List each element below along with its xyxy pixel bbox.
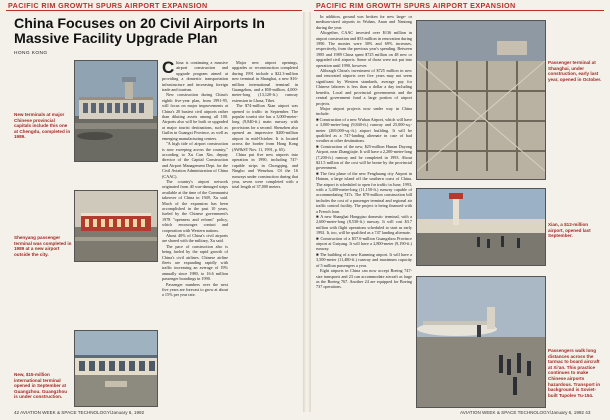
bullet-item: ■ The building of a new Kunming airport. It will have a 3,500-meter (11,480-ft.) runway and maximum capacity of 5 million passengers a year. [316,251,412,268]
running-head-right: PACIFIC RIM GROWTH SPURS AIRPORT EXPANSION [316,1,516,10]
paragraph: Altogether, CAAC invested over $136 million in airport construction and $53 million in renovation during 1990. The monies were 30% and 69% increases, respectively, from the previous year's spending. Between 1985 and 1989 China spent $725 million on 48 new or upgraded civil airports. Some of those were not put into operation until 1990, however. [316,30,412,68]
paragraph: The country's airport network originated from 40 war-damaged strips available at the time of the Communist takeover of China in 1949, Xu said. Much of the expansion has been accomplished in the past 10 years, fueled by the Chinese government's 1978 "openness and reform" policy, which encourages contact and cooperation with Western nations. [162,178,228,233]
paragraph: hina is continuing a massive airport construction and upgrade program aimed at providing a domestic transportation infrastructure and increasing foreign trade and tourism. [162,60,228,93]
caption-xian: Xian, a $12-million airport, opened last September. [548,222,591,239]
page-gutter [303,12,311,412]
caption-guangzhou: New, $15-million international terminal opened in September at Guangzhou. Guangzhou is under construction. [14,372,68,400]
paragraph: "A high tide of airport construction is now sweeping across the country," according to Xu Cun Xin, deputy director of the Capital Construction and Airport Management Dept. for the Civil Aviation Administration of China (CAAC). [162,141,228,179]
folio-right: AVIATION WEEK & SPACE TECHNOLOGY/January 6, 1992 43 [460,410,591,415]
bullet-item: ■ The first phase of the new Fenghuang city Airport in Hainan, a large island off the southern coast of China. The airport is scheduled to open for traffic in June, 1993, with a 3,400-meter-long (11,150-ft.) runway capable of accommodating 747s. The $70-million construction bill includes the cost of a passenger terminal and regional air traffic control facility. The project is being financed with a French loan. [316,170,412,214]
photo-guangzhou-terminal [74,330,158,407]
photo-shanghai-terminal [416,20,546,180]
paragraph: Major airport projects now under way in China include: [316,105,412,117]
paragraph: The pace of construction also is being fueled by the rapid growth of China's civil airlines. Chinese airline fleets are expanding rapidly with traffic increasing an average of 19% annually since 1980, to 16.6 million passenger boardings in 1990. [162,243,228,282]
article-dateline: HONG KONG [14,51,48,56]
folio-left: 42 AVIATION WEEK & SPACE TECHNOLOGY/January 6, 1992 [14,410,145,415]
caption-shenyang: Shenyang passenger terminal was completed in 1989 at a new airport outside the city. [14,235,72,257]
caption-tarmac: Passengers walk long distances across the tarmac to board aircraft at Xi'an. This practice continues to make Chinese airports hazardous. Transport in background is Soviet-built Tupolev Tu-154. [548,348,601,398]
paragraph: New construction during China's eighth five-year plan, from 1991-95, will focus on major improvements at China's 20 busiest civil airports rather than diluting assets among all 100. Airports also will be built or upgraded at major tourist destinations, such as Guilin in Guangxi Province, as well as emerging manufacturing centers. [162,92,228,141]
article-headline: China Focuses on 20 Civil Airports In Massive Facility Upgrade Plan [14,16,265,47]
paragraph: The $74-million Xian airport was opened to traffic in September. The popular tourist site has a 3,000-meter-long (9,840-ft.) main runway with provisions for a second. Shenzhen also opened an impressive $200-million airport in mid-October. It is located across the border from Hong Kong (AW&ST Nov. 11, 1991, p. 65). [232,103,298,152]
text-column-3 [316,14,412,406]
drop-cap: C [162,60,175,77]
paragraph: In addition, ground was broken for new large- or medium-sized airports in Wuhan, Anan and Nantong during the year. [316,14,412,30]
caption-shanghai: Passenger terminal at Shanghai, under construction, early last year, opened in October. [548,60,602,82]
caption-chengdu: New terminals at major Chinese provincial capitals include this one at Chengdu, completed in 1989. [14,112,71,140]
paragraph: China put five new airports into operation in 1990, including 747-capable strips in Chongqing, and Ningbo and Wenzhou. Of the 16 runways under construction during that year, seven were completed with a total length of 37,000 meters. [232,151,298,190]
photo-chengdu-terminal [74,60,158,162]
paragraph: Passenger numbers over the next five years are forecast to grow at about a 15% per year rate. [162,281,228,298]
photo-shenyang-terminal [74,190,158,262]
bullet-item: ■ Construction of a $57.6-million Guangzhou Province airport at Guiyang. It will have a 2,800-meter (9,190-ft.) runway. [316,235,412,252]
running-head-left: PACIFIC RIM GROWTH SPURS AIRPORT EXPANSION [8,1,208,10]
photo-xian-airport [416,188,546,266]
paragraph: Although China's investment of $725 million in new and renovated airports over five years may not seem significant by Western standards, average pay for Chinese laborers is less than a dollar a day including benefits. Local and provincial governments and the central government fund a large portion of airport projects. [316,68,412,106]
photo-xian-tarmac [416,276,546,408]
paragraph: Major new airport openings, upgrades or reconstruction completed during 1991 include a $22.3-million new terminal in Shanghai, a new $16-million international terminal in Guangzhou, and a $50-million, 4,000-meter-long (13,120-ft.) runway extension in Lhasa, Tibet. [232,60,298,103]
text-column-1 [162,60,228,406]
paragraph: Eight airports in China can now accept Boeing 747-size transports and 23 can accommodate aircraft as large as the Boeing 767. Another 24 are equipped for Boeing 737 operations. [316,268,412,290]
bullet-item: ■ Construction of the new, $25-million Hunan Dayong Airport, near Zhangjiajie. It will have a 2,200-meter-long (7,200-ft.) runway and be completed in 1993. About $21.5 million of the cost will be borne by the provincial government. [316,143,412,171]
paragraph: About 40% of China's civil airports are shared with the military, Xu said. [162,233,228,244]
text-column-2 [232,60,298,406]
bullet-item: ■ A new Shanghai Hongqiao domestic terminal, with a 2,600-meter-long (8,530-ft.) runway. It will cost $3.7 million with flight operations scheduled to start as early 1992. It, too, will be qualified as a 747 landing alternate. [316,214,412,236]
bullet-item: ■ Construction of a new Wuhan Airport, which will have a 3,000-meter-long (9,840-ft.) runway and 25,000-sq.-meter (269,000-sq.-ft.) airport building. It will be qualified as a 747-landing alternate in case of bad weather at other destinations. [316,116,412,144]
